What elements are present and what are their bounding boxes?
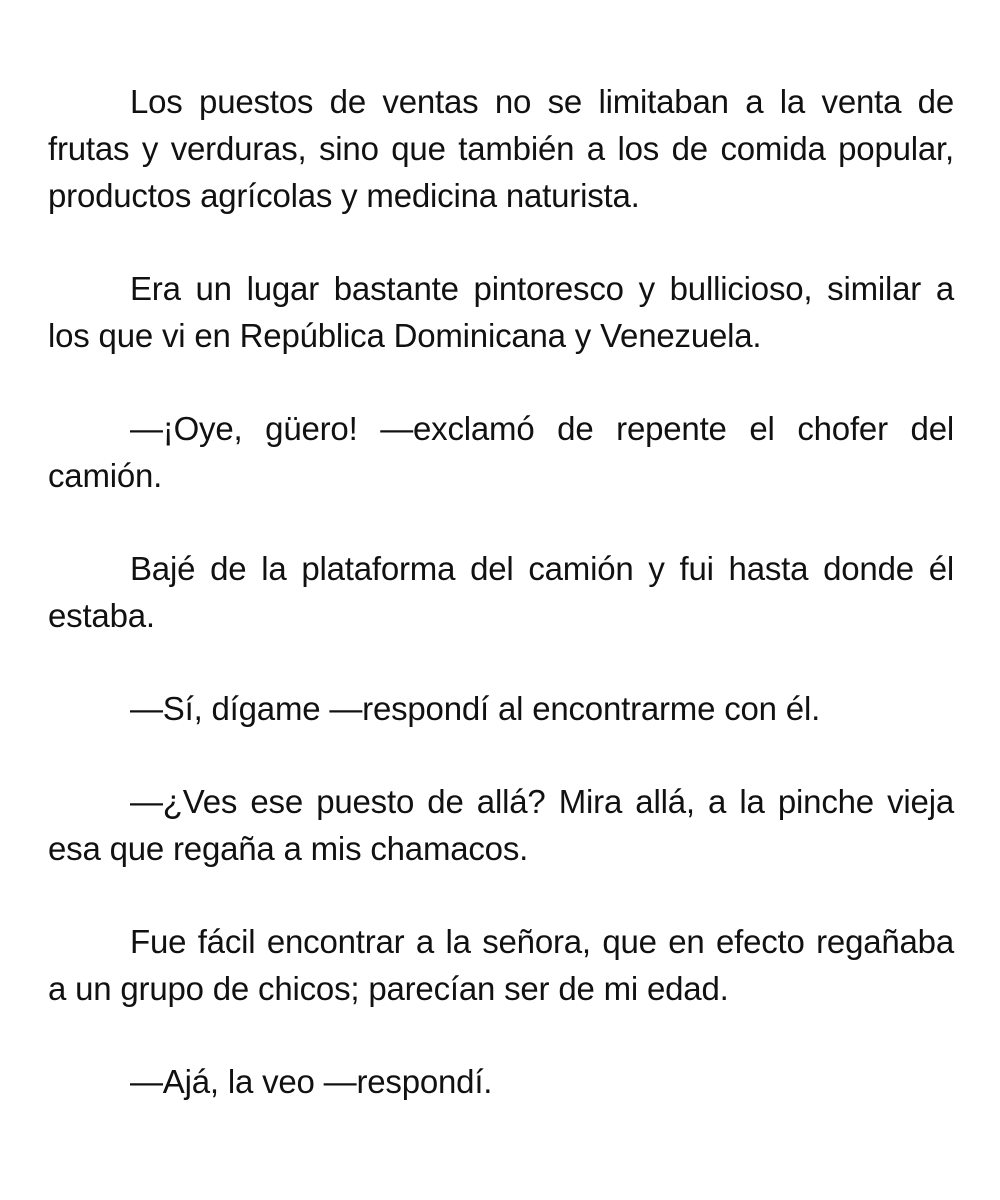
paragraph-5: —Sí, dígame —respondí al encontrarme con él. <box>130 690 821 727</box>
paragraph-6: —¿Ves ese puesto de allá? Mira allá, a la pinche vieja esa que regaña a mis chamacos. <box>48 783 954 867</box>
paragraph-1: Los puestos de ventas no se limitaban a la venta de frutas y verduras, sino que también a los de comida popular, productos agrícolas y medicina naturista. <box>48 83 954 214</box>
paragraph-3: —¡Oye, güero! —exclamó de repente el chofer del camión. <box>48 410 954 494</box>
paragraph-2: Era un lugar bastante pintoresco y bullicioso, similar a los que vi en República Dominicana y Venezuela. <box>48 270 954 354</box>
paragraph-4: Bajé de la plataforma del camión y fui hasta donde él estaba. <box>48 550 954 634</box>
paragraph-8: —Ajá, la veo —respondí. <box>130 1063 493 1100</box>
book-page <box>48 78 954 1151</box>
paragraph-7: Fue fácil encontrar a la señora, que en efecto regañaba a un grupo de chicos; parecían ser de mi edad. <box>48 923 954 1007</box>
